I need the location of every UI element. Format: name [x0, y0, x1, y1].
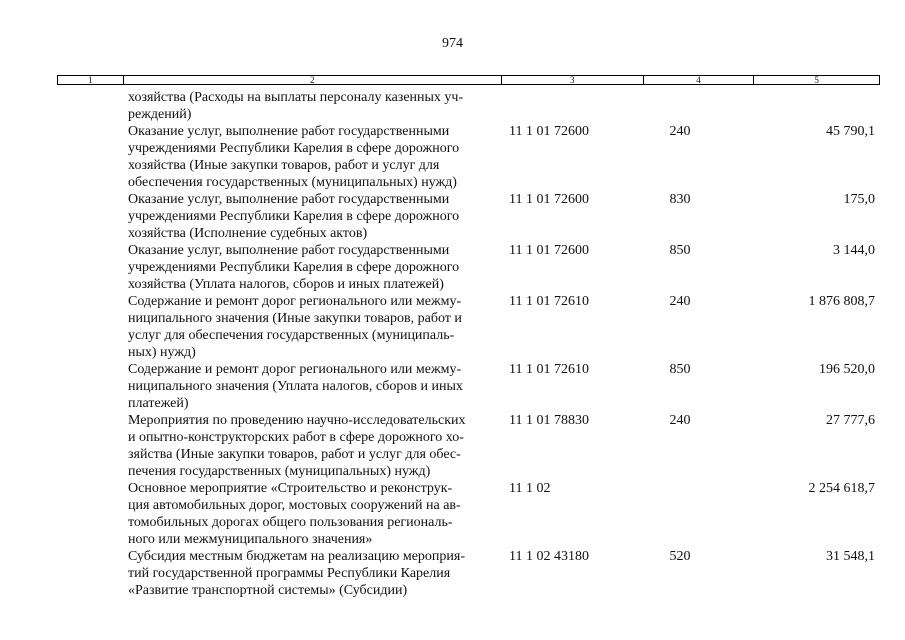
description-line: «Развитие транспортной системы» (Субсидии) [128, 583, 408, 598]
description-line: тий государственной программы Республики Карелия [128, 566, 451, 581]
row-description [128, 480, 500, 548]
row-description [128, 412, 500, 480]
description-line: зяйства (Иные закупки товаров, работ и услуг для обес- [128, 447, 461, 462]
row-description [128, 293, 500, 361]
description-line: реждений) [128, 107, 192, 122]
row-amount: 196 520,0 [819, 362, 875, 377]
row-expense-type: 850 [669, 243, 691, 258]
table-row [0, 191, 905, 242]
description-line: печения государственных (муниципальных) нужд) [128, 464, 431, 479]
description-line: обеспечения государственных (муниципальных) нужд) [128, 175, 457, 190]
table-row [0, 412, 905, 480]
description-line: Субсидия местным бюджетам на реализацию мероприя- [128, 549, 466, 564]
row-expense-type: 240 [669, 413, 691, 428]
table-row [0, 89, 905, 123]
row-description [128, 191, 500, 242]
header-col-1: 1 [58, 76, 124, 84]
table-row [0, 123, 905, 191]
row-description [128, 89, 500, 123]
description-line: Основное мероприятие «Строительство и реконструк- [128, 481, 453, 496]
row-expense-type: 830 [669, 192, 691, 207]
description-line: ция автомобильных дорог, мостовых сооружений на ав- [128, 498, 461, 513]
table-row [0, 480, 905, 548]
row-code: 11 1 01 72610 [509, 294, 589, 309]
row-description [128, 242, 500, 293]
row-amount: 3 144,0 [833, 243, 875, 258]
description-line: Оказание услуг, выполнение работ государственными [128, 192, 450, 207]
description-line: учреждениями Республики Карелия в сфере дорожного [128, 260, 460, 275]
row-code: 11 1 01 72600 [509, 192, 589, 207]
description-line: Содержание и ремонт дорог регионального или межму- [128, 294, 462, 309]
row-expense-type: 850 [669, 362, 691, 377]
description-line: ниципального значения (Уплата налогов, сборов и иных [128, 379, 463, 394]
row-code: 11 1 01 78830 [509, 413, 589, 428]
row-code: 11 1 01 72600 [509, 124, 589, 139]
row-expense-type: 520 [669, 549, 691, 564]
table-row [0, 242, 905, 293]
row-description [128, 123, 500, 191]
row-code: 11 1 02 43180 [509, 549, 589, 564]
description-line: учреждениями Республики Карелия в сфере дорожного [128, 209, 460, 224]
table-body [0, 89, 905, 599]
row-amount: 1 876 808,7 [808, 294, 875, 309]
description-line: хозяйства (Иные закупки товаров, работ и услуг для [128, 158, 440, 173]
page-number: 974 [442, 36, 463, 51]
description-line: учреждениями Республики Карелия в сфере дорожного [128, 141, 460, 156]
description-line: томобильных дорогах общего пользования региональ- [128, 515, 453, 530]
table-header-row [57, 75, 880, 85]
description-line: и опытно-конструкторских работ в сфере дорожного хо- [128, 430, 464, 445]
description-line: платежей) [128, 396, 189, 411]
table-row [0, 361, 905, 412]
header-col-5: 5 [814, 75, 819, 85]
row-amount: 175,0 [843, 192, 875, 207]
description-line: Мероприятия по проведению научно-исследовательских [128, 413, 466, 428]
description-line: услуг для обеспечения государственных (муниципаль- [128, 328, 455, 343]
description-line: хозяйства (Расходы на выплаты персоналу казенных уч- [128, 90, 464, 105]
row-amount: 2 254 618,7 [808, 481, 875, 496]
row-description [128, 548, 500, 599]
row-amount: 31 548,1 [826, 549, 875, 564]
description-line: ных) нужд) [128, 345, 196, 360]
header-col-4: 4 [644, 76, 755, 84]
description-line: Оказание услуг, выполнение работ государственными [128, 243, 450, 258]
row-amount: 45 790,1 [826, 124, 875, 139]
row-code: 11 1 01 72600 [509, 243, 589, 258]
table-row [0, 293, 905, 361]
description-line: Содержание и ремонт дорог регионального или межму- [128, 362, 462, 377]
header-col-3: 3 [502, 76, 644, 84]
description-line: хозяйства (Уплата налогов, сборов и иных платежей) [128, 277, 444, 292]
row-code: 11 1 02 [509, 481, 551, 496]
description-line: ниципального значения (Иные закупки товаров, работ и [128, 311, 462, 326]
row-expense-type: 240 [669, 294, 691, 309]
description-line: ного или межмуниципального значения» [128, 532, 373, 547]
description-line: Оказание услуг, выполнение работ государственными [128, 124, 450, 139]
row-amount: 27 777,6 [826, 413, 875, 428]
row-code: 11 1 01 72610 [509, 362, 589, 377]
row-description [128, 361, 500, 412]
header-col-2: 2 [124, 76, 502, 84]
table-row [0, 548, 905, 599]
description-line: хозяйства (Исполнение судебных актов) [128, 226, 368, 241]
row-expense-type: 240 [669, 124, 691, 139]
